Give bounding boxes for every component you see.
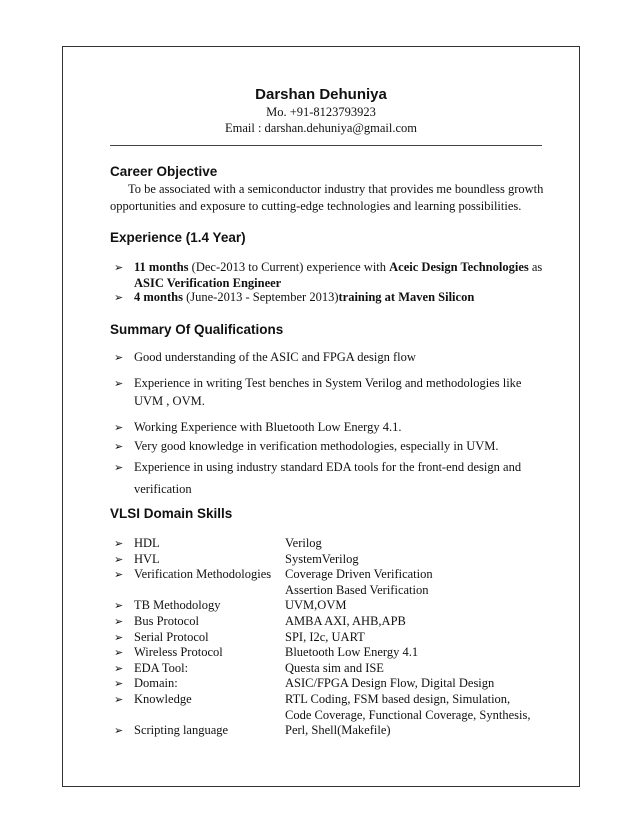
experience-heading: Experience (1.4 Year)	[110, 230, 246, 245]
skill-value: SPI, I2c, UART	[285, 629, 365, 644]
skill-value: SystemVerilog	[285, 551, 359, 566]
skill-name: Wireless Protocol	[134, 645, 223, 660]
text: as	[528, 260, 543, 274]
company: Aceic Design Technologies	[389, 260, 529, 274]
experience-item	[134, 260, 542, 275]
duration: 11 months	[134, 260, 189, 274]
qualification-item: Good understanding of the ASIC and FPGA design flow	[134, 350, 416, 364]
email: Email : darshan.dehuniya@gmail.com	[224, 121, 418, 135]
arrow-bullet-icon: ➢	[114, 422, 124, 434]
experience-role	[134, 276, 281, 291]
arrow-bullet-icon: ➢	[114, 462, 124, 474]
arrow-bullet-icon: ➢	[114, 441, 124, 453]
skill-value: Verilog	[285, 536, 322, 550]
duration: 4 months	[134, 290, 183, 304]
qualification-item: Experience in writing Test benches in System Verilog and methodologies like	[134, 376, 522, 390]
arrow-bullet-icon: ➢	[114, 569, 124, 582]
candidate-name: Darshan Dehuniya	[255, 86, 387, 103]
arrow-bullet-icon: ➢	[114, 553, 124, 566]
objective-line: opportunities and exposure to cutting-edge technologies and learning possibilities.	[110, 199, 522, 213]
skill-value: Assertion Based Verification	[285, 582, 429, 597]
arrow-bullet-icon: ➢	[114, 631, 124, 644]
skill-value: RTL Coding, FSM based design, Simulation,	[285, 692, 511, 706]
skill-name: Domain:	[134, 676, 178, 691]
skill-name: EDA Tool:	[134, 660, 189, 675]
skill-name: HVL	[134, 551, 160, 566]
skill-name: HDL	[134, 536, 160, 550]
arrow-bullet-icon: ➢	[114, 378, 124, 390]
text: (Dec-2013 to Current) experience with	[188, 260, 390, 274]
skill-value: UVM,OVM	[285, 598, 347, 613]
skill-name: Bus Protocol	[134, 614, 199, 628]
skill-name: Verification Methodologies	[134, 567, 272, 582]
arrow-bullet-icon: ➢	[114, 538, 124, 550]
skill-value: Perl, Shell(Makefile)	[285, 723, 391, 738]
skill-name: Knowledge	[134, 692, 192, 706]
qualification-item: UVM , OVM.	[134, 394, 205, 408]
divider	[110, 145, 542, 146]
skill-value: Bluetooth Low Energy 4.1	[285, 645, 419, 660]
qualification-item: Very good knowledge in verification methodologies, especially in UVM.	[134, 439, 499, 453]
skill-value: ASIC/FPGA Design Flow, Digital Design	[285, 676, 495, 691]
arrow-bullet-icon: ➢	[114, 600, 124, 613]
skills-heading: VLSI Domain Skills	[110, 506, 233, 521]
text: (June-2013 - September 2013)	[182, 290, 339, 304]
arrow-bullet-icon: ➢	[114, 662, 124, 675]
qualification-item: verification	[134, 482, 192, 496]
skill-name: TB Methodology	[134, 598, 221, 613]
skill-name: Scripting language	[134, 723, 229, 738]
role: ASIC Verification Engineer	[134, 276, 282, 290]
objective-line: To be associated with a semiconductor industry that provides me boundless growth	[128, 182, 544, 196]
skill-name: Serial Protocol	[134, 629, 209, 644]
skill-value: Questa sim and ISE	[285, 660, 384, 675]
skill-value: Code Coverage, Functional Coverage, Synthesis,	[285, 707, 531, 722]
arrow-bullet-icon: ➢	[114, 262, 124, 274]
arrow-bullet-icon: ➢	[114, 678, 124, 691]
mobile-number: Mo. +91-8123793923	[266, 105, 376, 119]
qualification-item: Working Experience with Bluetooth Low Energy 4.1.	[134, 420, 402, 434]
arrow-bullet-icon: ➢	[114, 616, 124, 628]
arrow-bullet-icon: ➢	[114, 647, 124, 660]
arrow-bullet-icon: ➢	[114, 292, 124, 304]
career-objective-heading: Career Objective	[110, 164, 218, 179]
qualification-item: Experience in using industry standard EDA tools for the front-end design and	[134, 460, 522, 474]
skill-value: Coverage Driven Verification	[285, 567, 433, 582]
skill-value: AMBA AXI, AHB,APB	[285, 614, 406, 628]
arrow-bullet-icon: ➢	[114, 725, 124, 738]
experience-item	[134, 290, 474, 305]
training: training at Maven Silicon	[338, 290, 475, 304]
arrow-bullet-icon: ➢	[114, 694, 124, 706]
arrow-bullet-icon: ➢	[114, 352, 124, 364]
summary-heading: Summary Of Qualifications	[110, 322, 284, 337]
